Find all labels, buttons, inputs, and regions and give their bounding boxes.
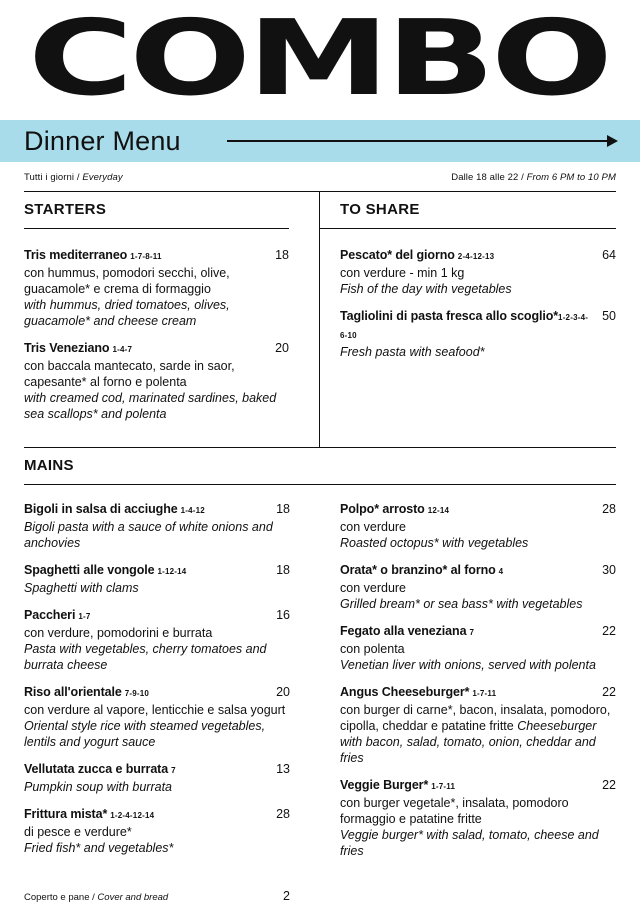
arrow-line: [227, 140, 608, 142]
allergen-codes: 1-7-11: [472, 689, 497, 698]
item-price: 22: [602, 685, 616, 699]
dish-name: Tris mediterraneo: [24, 248, 128, 262]
right-arrow-icon: [227, 135, 618, 147]
section-title-mains: MAINS: [24, 457, 74, 474]
top-section: [24, 191, 616, 447]
item-name: [340, 684, 598, 702]
allergen-codes: 1-7-8-11: [130, 252, 162, 261]
item-name: [24, 684, 272, 702]
item-head: [24, 562, 290, 580]
dish-name: Pescato* del giorno: [340, 248, 455, 262]
menu-item: [24, 806, 290, 856]
allergen-codes: 1-7: [78, 612, 91, 621]
cover-charge-en: Cover and bread: [97, 892, 169, 903]
menu-item: [340, 247, 616, 297]
item-desc-english: Pumpkin soup with burrata: [24, 780, 172, 794]
mains-left-body: [24, 485, 290, 856]
menu-item: [24, 340, 289, 422]
allergen-codes: 1-2-4-12-14: [110, 811, 155, 820]
to-share-body: [340, 229, 616, 385]
item-desc-english: Fish of the day with vegetables: [340, 282, 512, 296]
dish-name: Vellutata zucca e burrata: [24, 762, 169, 776]
item-price: 22: [602, 624, 616, 638]
item-desc-english: Roasted octopus* with vegetables: [340, 536, 529, 550]
cover-charge-label: [24, 892, 168, 903]
dish-name: Bigoli in salsa di acciughe: [24, 502, 178, 516]
item-desc-english: Venetian liver with onions, served with polenta: [340, 658, 596, 672]
starters-body: [24, 229, 289, 447]
item-desc-english: with creamed cod, marinated sardines, baked sea scallops* and polenta: [24, 391, 277, 421]
item-head: [24, 806, 290, 824]
dish-name: Orata* o branzino* al forno: [340, 563, 496, 577]
item-price: 28: [276, 807, 290, 821]
item-desc-english: Bigoli pasta with a sauce of white onions and anchovies: [24, 520, 273, 550]
item-price: 64: [602, 248, 616, 262]
dish-name: Polpo* arrosto: [340, 502, 425, 516]
dish-name: Fegato alla veneziana: [340, 624, 467, 638]
menu-item: [24, 684, 290, 750]
item-desc-italian: con verdure al vapore, lenticchie e salsa yogurt: [24, 703, 286, 717]
item-name: [340, 308, 598, 344]
item-desc-english: Grilled bream* or sea bass* with vegetables: [340, 597, 583, 611]
menu-item: [340, 562, 616, 612]
item-desc-english: Spaghetti with clams: [24, 581, 139, 595]
to-share-header: [319, 192, 616, 229]
item-desc-italian: con polenta: [340, 642, 405, 656]
allergen-codes: 2-4-12-13: [457, 252, 495, 261]
item-desc-italian: con burger vegetale*, insalata, pomodoro formaggio e patatine fritte: [340, 796, 569, 826]
item-name: [24, 761, 272, 779]
item-price: 18: [276, 563, 290, 577]
section-title-to-share: TO SHARE: [340, 201, 420, 218]
item-price: 18: [276, 502, 290, 516]
menu-content: [0, 191, 640, 904]
item-desc-italian: di pesce e verdure*: [24, 825, 132, 839]
item-price: 20: [276, 685, 290, 699]
starters-header: [24, 192, 289, 229]
menu-item: [24, 761, 290, 795]
item-name: [340, 777, 598, 795]
item-desc-italian: con hummus, pomodori secchi, olive, guacamole* e crema di formaggio: [24, 266, 230, 296]
schedule-days-en: Everyday: [82, 172, 123, 183]
mains-right-body: [340, 485, 616, 859]
item-price: 16: [276, 608, 290, 622]
menu-item: [340, 501, 616, 551]
item-price: 28: [602, 502, 616, 516]
menu-item: [340, 777, 616, 859]
item-desc-italian: con verdure: [340, 581, 407, 595]
item-head: [340, 308, 616, 344]
menu-item: [340, 308, 616, 360]
item-head: [340, 777, 616, 795]
item-name: [340, 501, 598, 519]
dish-name: Tris Veneziano: [24, 341, 110, 355]
item-head: [24, 247, 289, 265]
item-head: [340, 684, 616, 702]
item-desc-english: Pasta with vegetables, cherry tomatoes and burrata cheese: [24, 642, 267, 672]
mains-right-column: [320, 485, 616, 870]
dish-name: Paccheri: [24, 608, 76, 622]
item-name: [24, 501, 272, 519]
item-head: [24, 501, 290, 519]
item-name: [340, 562, 598, 580]
dish-name: Riso all'orientale: [24, 685, 122, 699]
mains-header: [24, 447, 616, 485]
dish-name: Angus Cheeseburger*: [340, 685, 470, 699]
cover-charge-it: Coperto e pane /: [24, 892, 98, 903]
schedule-days-it: Tutti i giorni /: [24, 172, 83, 183]
item-desc-italian: con burger di carne*, bacon, insalata, pomodoro, cipolla, cheddar e patatine fritte: [340, 703, 611, 733]
cover-charge-price: 2: [283, 889, 290, 903]
dish-name: Frittura mista*: [24, 807, 108, 821]
logo-wrap: [0, 0, 640, 119]
item-desc-italian: con verdure, pomodorini e burrata: [24, 626, 213, 640]
dish-name: Veggie Burger*: [340, 778, 429, 792]
item-name: [24, 340, 271, 358]
item-desc-english: Fried fish* and vegetables*: [24, 841, 174, 855]
item-desc-english: with hummus, dried tomatoes, olives, guacamole* and cheese cream: [24, 298, 230, 328]
allergen-codes: 1-4-7: [112, 345, 133, 354]
item-head: [24, 340, 289, 358]
allergen-codes: 1-7-11: [431, 782, 456, 791]
item-name: [24, 806, 272, 824]
item-head: [24, 684, 290, 702]
allergen-codes: 1-4-12: [180, 506, 205, 515]
mains-section: [24, 485, 616, 870]
item-name: [340, 623, 598, 641]
item-price: 20: [275, 341, 289, 355]
allergen-codes: 4: [498, 567, 504, 576]
item-desc-english: Veggie burger* with salad, tomato, cheese and fries: [340, 828, 599, 858]
schedule-days: [24, 172, 123, 183]
schedule-row: [0, 162, 640, 191]
item-price: 30: [602, 563, 616, 577]
item-head: [340, 562, 616, 580]
item-name: [340, 247, 598, 265]
starters-column: [24, 192, 320, 447]
item-price: 22: [602, 778, 616, 792]
schedule-hours-it: Dalle 18 alle 22 /: [451, 172, 527, 183]
item-head: [340, 623, 616, 641]
item-name: [24, 247, 271, 265]
menu-item: [24, 247, 289, 329]
logo: COMBO: [28, 0, 609, 119]
section-title-starters: STARTERS: [24, 201, 107, 218]
item-name: [24, 562, 272, 580]
item-desc-italian: con verdure: [340, 520, 407, 534]
mains-left-column: [24, 485, 320, 870]
item-desc-english: Oriental style rice with steamed vegetables, lentils and yogurt sauce: [24, 719, 266, 749]
menu-item: [340, 623, 616, 673]
allergen-codes: 12-14: [427, 506, 450, 515]
schedule-hours: [451, 172, 616, 183]
item-price: 18: [275, 248, 289, 262]
allergen-codes: 1-2-3-4-6-10: [340, 313, 589, 340]
item-head: [340, 501, 616, 519]
item-desc-english: Cheeseburger with bacon, salad, tomato, onion, cheddar and fries: [340, 719, 597, 765]
allergen-codes: 7: [469, 628, 475, 637]
item-desc-italian: con baccala mantecato, sarde in saor, capesante* al forno e polenta: [24, 359, 235, 389]
cover-charge-row: [24, 888, 290, 904]
item-head: [340, 247, 616, 265]
item-name: [24, 607, 272, 625]
dish-name: Spaghetti alle vongole: [24, 563, 155, 577]
allergen-codes: 1-12-14: [157, 567, 187, 576]
arrow-head: [607, 135, 618, 147]
to-share-column: [320, 192, 616, 447]
item-price: 50: [602, 309, 616, 323]
item-price: 13: [276, 762, 290, 776]
schedule-hours-en: From 6 PM to 10 PM: [526, 172, 616, 183]
menu-item: [24, 501, 290, 551]
item-desc-italian: con verdure - min 1 kg: [340, 266, 465, 280]
item-desc: [340, 702, 616, 766]
banner: [0, 120, 640, 162]
item-head: [24, 607, 290, 625]
allergen-codes: 7-9-10: [124, 689, 150, 698]
item-head: [24, 761, 290, 779]
menu-item: [24, 562, 290, 596]
menu-item: [340, 684, 616, 766]
item-desc-english: Fresh pasta with seafood*: [340, 345, 485, 359]
page-title: Dinner Menu: [24, 125, 181, 156]
dish-name: Tagliolini di pasta fresca allo scoglio*: [340, 309, 559, 323]
allergen-codes: 7: [171, 766, 176, 775]
menu-item: [24, 607, 290, 673]
